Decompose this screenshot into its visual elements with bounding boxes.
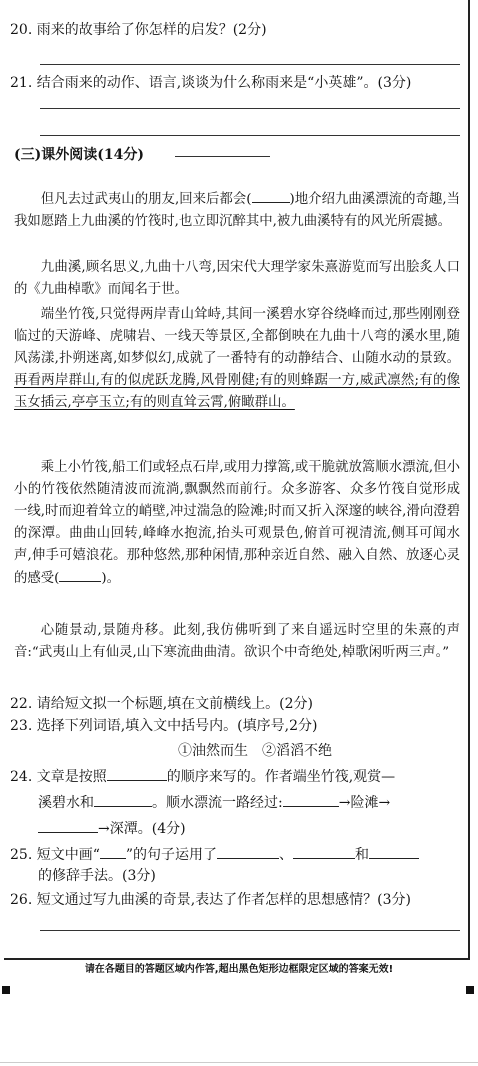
q24-blank-1[interactable]	[107, 766, 167, 781]
q24-blank-2[interactable]	[94, 792, 152, 807]
section-title: (三)课外阅读(14分)	[14, 147, 144, 163]
q25-underline-sample	[100, 844, 126, 859]
footer-notice: 请在各题目的答题区域内作答,超出黑色矩形边框限定区域的答案无效!	[84, 964, 394, 975]
q24-text-f: →深潭。(4分)	[98, 821, 186, 837]
answer-line-21a[interactable]	[40, 108, 460, 109]
q24-text-c: 溪碧水和	[38, 795, 94, 811]
answer-line-20[interactable]	[40, 64, 460, 65]
p4-text-a: 乘上小竹筏,船工们或轻点石岸,或用力撑篙,或干脆就放篙顺水漂流,但小小的竹筏依然随清波而流淌,飘飘然而前行。众多游客、众多竹筏自觉形成一线,时而迎着耸立的峭壁,冲过湍急的险滩;时而又折入深邃的峡谷,滑向澄碧的深潭。曲曲山回转,峰峰水抱流,抬头可观景色,俯首可视清流,侧耳可闻水声,伸手可嬉浪花。那种悠然,那种闲情,那种亲近自然、融入自然、放逐心灵的感受(	[14, 460, 460, 586]
article-paragraph-2: 九曲溪,顾名思义,九曲十八弯,因宋代大理学家朱熹游览而写出脍炙人口的《九曲棹歌》而闻名于世。	[14, 260, 460, 297]
article-paragraph-4	[14, 457, 460, 590]
p3-underlined-sentence: 再看两岸群山,有的似虎跃龙腾,风骨刚健;有的则蜂踞一方,威武凛然;有的像玉女插云,亭亭玉立;有的则直耸云霄,俯瞰群山。	[14, 373, 460, 410]
article-paragraph-1	[14, 188, 460, 233]
answer-line-26[interactable]	[40, 930, 460, 931]
q25-text-c: 、	[279, 847, 294, 863]
article-paragraph-5: 心随景动,景随舟移。此刻,我仿佛听到了来自遥远时空里的朱熹的声音:“武夷山上有仙灵,山下寒流曲曲清。欲识个中奇绝处,棹歌闲听两三声。”	[14, 623, 460, 660]
p1-text-b: )地介绍九曲溪漂流的奇趣,当我如愿踏上九曲溪的竹筏时,也立即沉醉其中,被九曲溪特有的风光所震撼。	[14, 192, 460, 229]
q24-text-a: 24. 文章是按照	[10, 769, 107, 785]
q25-text-d: 和	[355, 847, 370, 863]
answer-line-21b[interactable]	[40, 135, 460, 136]
q24-text-e: →险滩→	[338, 795, 391, 811]
q23-options: ①油然而生 ②滔滔不绝	[178, 743, 332, 759]
page-bottom-rule	[0, 1062, 478, 1063]
question-23: 23. 选择下列词语,填入文中括号内。(填序号,2分)	[10, 718, 318, 734]
question-25-line1	[10, 844, 419, 865]
question-22: 22. 请给短文拟一个标题,填在文前横线上。(2分)	[10, 696, 313, 712]
p1-bracket-blank[interactable]	[252, 188, 290, 203]
question-21: 21. 结合雨来的动作、语言,谈谈为什么称雨来是“小英雄”。(3分)	[10, 75, 412, 91]
q25-text-b: ”的句子运用了	[125, 847, 218, 863]
q24-blank-4[interactable]	[38, 818, 98, 833]
q24-blank-3[interactable]	[283, 792, 339, 807]
article-paragraph-3	[14, 304, 460, 414]
p3-text: 端坐竹筏,只觉得两岸青山耸峙,其间一溪碧水穿谷绕峰而过,那些刚刚登临过的天游峰、虎啸岩、一线天等景区,全都倒映在九曲十八弯的溪水里,随风荡漾,扑朔迷离,如梦似幻,成就了一番特有的动静结合、山随水动的景致。	[14, 307, 460, 366]
right-alignment-mark	[466, 986, 474, 994]
q25-blank-1[interactable]	[217, 844, 279, 859]
q24-text-b: 的顺序来写的。作者端坐竹筏,观赏—	[166, 769, 396, 785]
article-title-blank[interactable]	[175, 156, 270, 157]
question-25-line2: 的修辞手法。(3分)	[38, 868, 156, 884]
p1-text-a: 但凡去过武夷山的朋友,回来后都会(	[40, 192, 252, 207]
q25-text-a: 25. 短文中画“	[10, 847, 100, 863]
question-24-line2	[38, 792, 390, 813]
q24-text-d: 。顺水漂流一路经过:	[152, 795, 283, 811]
q25-blank-3[interactable]	[369, 844, 419, 859]
question-24-line3	[38, 818, 186, 839]
q25-blank-2[interactable]	[293, 844, 355, 859]
p4-text-b: )。	[101, 571, 121, 586]
left-alignment-mark	[2, 986, 10, 994]
p4-bracket-blank[interactable]	[59, 567, 101, 582]
question-20: 20. 雨来的故事给了你怎样的启发？(2分)	[10, 22, 267, 38]
question-24-line1	[10, 766, 395, 787]
question-26: 26. 短文通过写九曲溪的奇景,表达了作者怎样的思想感情？(3分)	[10, 892, 411, 908]
